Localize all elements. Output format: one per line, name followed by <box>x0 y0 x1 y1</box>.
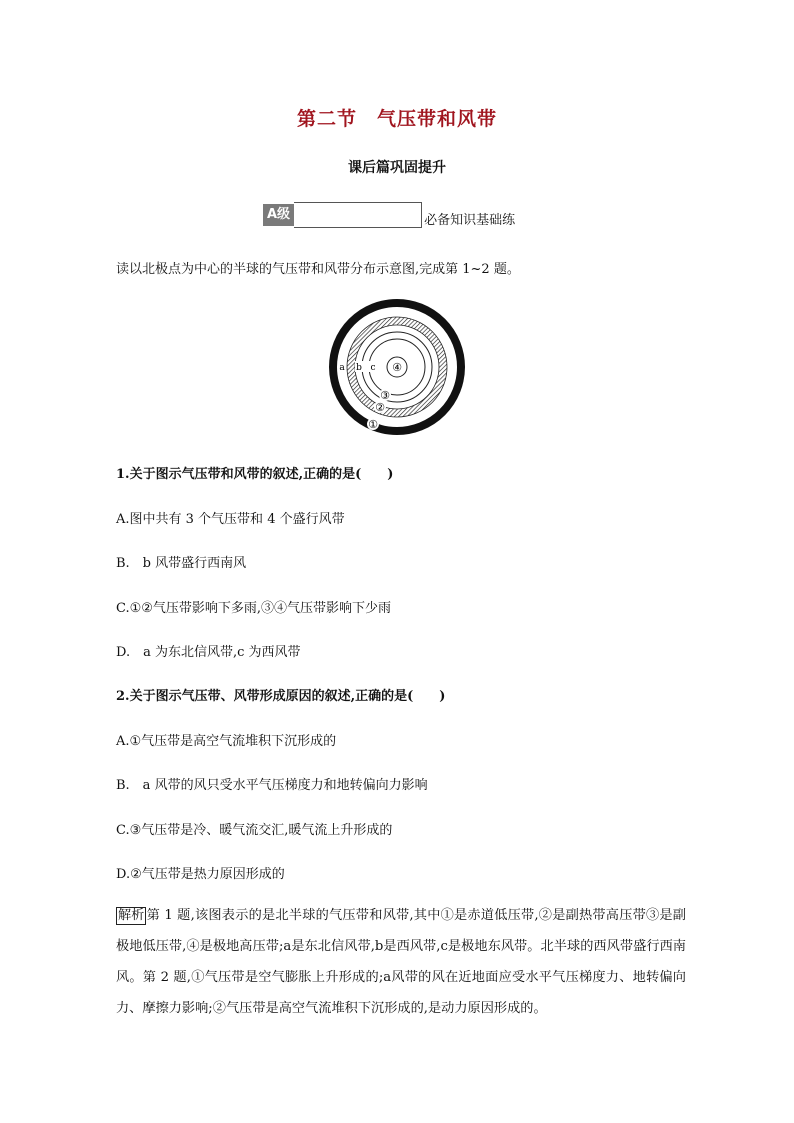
question-2-stem: 2.关于图示气压带、风带形成原因的叙述,正确的是( ) <box>116 689 446 704</box>
pressure-wind-belt-diagram <box>329 299 465 435</box>
label-1: ① <box>368 418 378 431</box>
question-1-option-b: B. b 风带盛行西南风 <box>116 556 247 571</box>
question-1-option-a: A.图中共有 3 个气压带和 4 个盛行风带 <box>116 512 345 527</box>
level-tag: A级 <box>263 204 294 226</box>
question-2-option-d: D.②气压带是热力原因形成的 <box>116 867 285 882</box>
page-title: 第二节 气压带和风带 <box>296 108 497 130</box>
level-banner <box>263 202 515 228</box>
question-2-option-b: B. a 风带的风只受水平气压梯度力和地转偏向力影响 <box>116 778 428 793</box>
section-subtitle: 课后篇巩固提升 <box>348 160 446 176</box>
label-c: c <box>370 363 376 373</box>
level-text: 必备知识基础练 <box>424 213 516 228</box>
label-b: b <box>356 363 362 373</box>
question-2-option-c: C.③气压带是冷、暖气流交汇,暖气流上升形成的 <box>116 823 393 838</box>
intro-text: 读以北极点为中心的半球的气压带和风带分布示意图,完成第 1~2 题。 <box>116 262 520 277</box>
analysis-paragraph <box>116 900 686 1024</box>
question-1-option-c: C.①②气压带影响下多雨,③④气压带影响下少雨 <box>116 601 392 616</box>
label-3: ③ <box>380 389 390 402</box>
level-box <box>294 202 422 228</box>
label-a: a <box>339 363 345 373</box>
question-2-option-a: A.①气压带是高空气流堆积下沉形成的 <box>116 734 337 749</box>
label-2: ② <box>375 401 385 414</box>
analysis-text: 第 1 题,该图表示的是北半球的气压带和风带,其中①是赤道低压带,②是副热带高压带③是副极地低压带,④是极地高压带;a是东北信风带,b是西风带,c是极地东风带。北半球的西风带盛行西南风。第 2 题,①气压带是空气膨胀上升形成的;a风带的风在近地面应受水平气压梯度力、地转偏向力、摩擦力影响;②气压带是高空气流堆积下沉形成的,是动力原因形成的。 <box>116 908 686 1016</box>
question-1-stem: 1.关于图示气压带和风带的叙述,正确的是( ) <box>116 467 394 482</box>
analysis-tag: 解析 <box>118 908 145 923</box>
label-4: ④ <box>392 361 402 374</box>
question-1-option-d: D. a 为东北信风带,c 为西风带 <box>116 645 301 660</box>
